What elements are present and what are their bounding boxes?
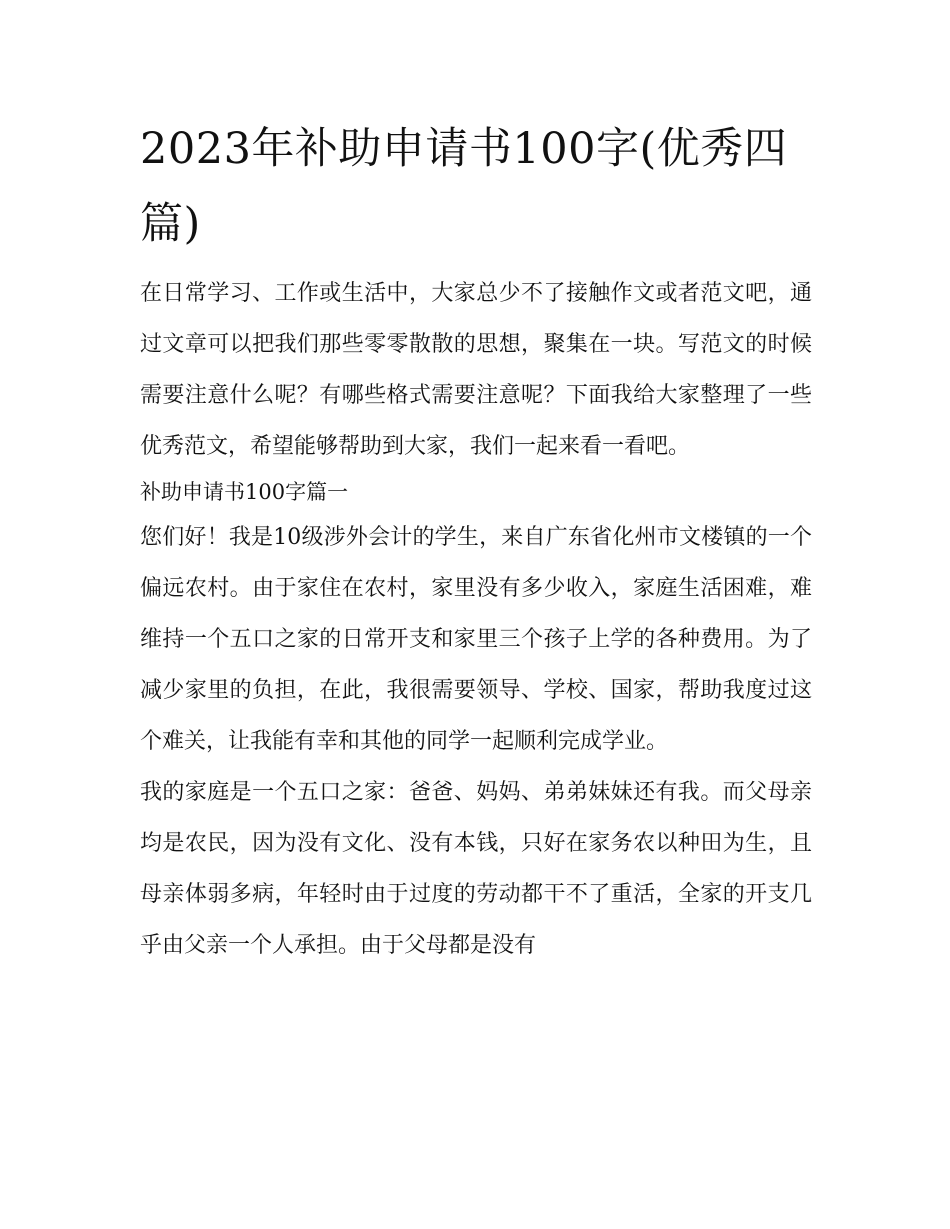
section-heading: 补助申请书100字篇一 xyxy=(140,480,349,504)
body-paragraph-1: 您们好！我是10级涉外会计的学生，来自广东省化州市文楼镇的一个偏远农村。由于家住在农村，家里没有多少收入，家庭生活困难，难维持一个五口之家的日常开支和家里三个孩子上学的各种费用。为了减少家里的负担，在此，我很需要领导、学校、国家，帮助我度过这个难关，让我能有幸和其他的同学一起顺利完成学业。 xyxy=(140,525,812,754)
document-body xyxy=(140,112,812,971)
intro-paragraph: 在日常学习、工作或生活中，大家总少不了接触作文或者范文吧，通过文章可以把我们那些零零散散的思想，聚集在一块。写范文的时候需要注意什么呢？有哪些格式需要注意呢？下面我给大家整理了一些优秀范文，希望能够帮助到大家，我们一起来看一看吧。 xyxy=(140,281,812,459)
document-title: 2023年补助申请书100字(优秀四篇) xyxy=(140,124,788,249)
body-paragraph-2: 我的家庭是一个五口之家：爸爸、妈妈、弟弟妹妹还有我。而父母亲均是农民，因为没有文化、没有本钱，只好在家务农以种田为生，且母亲体弱多病，年轻时由于过度的劳动都干不了重活，全家的开支几乎由父亲一个人承担。由于父母都是没有 xyxy=(140,780,812,958)
